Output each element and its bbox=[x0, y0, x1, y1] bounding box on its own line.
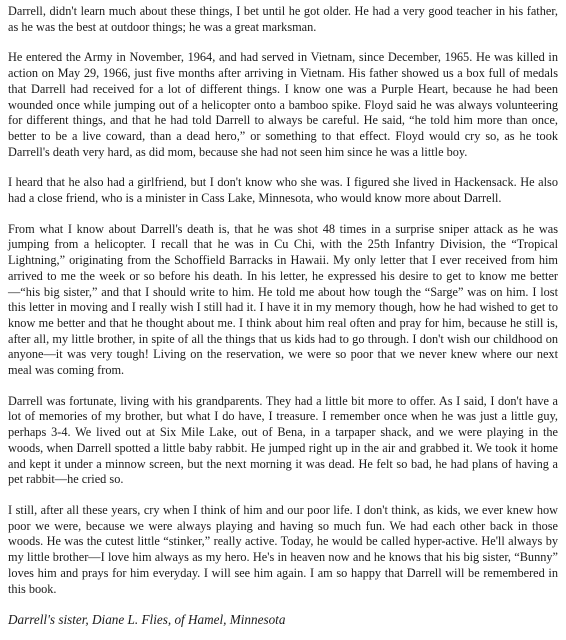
paragraph-2: He entered the Army in November, 1964, and had served in Vietnam, since December, 1965. He was killed in action on May 29, 1966, just five months after arriving in Vietnam. His father showed us a box full of medals that Darrell had received for a lot of different things. I know one was a Purple Heart, because he had been wounded once while jumping out of a helicopter onto a bamboo spike. Floyd said he was always volunteering for different things, and that he had told Darrell to always be careful. He said, “he told him more than once, better to be a live coward, than a dead hero,” or something to that effect. Floyd would cry so, as he took Darrell's death very hard, as did mom, because she had not seen him since he was a little boy. bbox=[8, 50, 558, 159]
paragraph-1: Darrell, didn't learn much about these things, I bet until he got older. He had a very good teacher in his father, as he was the best at outdoor things; he was a great marksman. bbox=[8, 4, 558, 34]
paragraph-5: Darrell was fortunate, living with his grandparents. They had a little bit more to offer. As I said, I don't have a lot of memories of my brother, but what I do have, I treasure. I remember once when he was just a little guy, perhaps 3-4. We lived out at Six Mile Lake, out of Bena, in a tarpaper shack, and we were playing in the woods, when Darrell spotted a little baby rabbit. He jumped right up in the air and grabbed it. We took it home and kept it under a minnow screen, but the next morning it was dead. He felt so bad, he had plans of having a pet rabbit—he cried so. bbox=[8, 393, 558, 487]
paragraph-4: From what I know about Darrell's death is, that he was shot 48 times in a surprise sniper attack as he was jumping from a helicopter. I recall that he was in Cu Chi, with the 25th Infantry Division, the “Tropical Lightning,” originating from the Schoffield Barracks in Hawaii. My only letter that I ever received from him arrived to me the week or so before his death. In his letter, he expressed his desire to get to know me better—“his big sister,” and that I should write to him. He told me about how tough the “Sarge” was on him. I lost this letter in moving and I really wish I still had it. I have it in my memory though, how he had wished to get to know me better and that he thought about me. I think about him real often and pray for him, because he still is, after all, my little brother, in spite of all the things that us kids had to go through. I don't wish our childhood on anyone—it was very tough! Living on the reservation, we were so poor that we never knew where our next meal was coming from. bbox=[8, 221, 558, 378]
paragraph-3: I heard that he also had a girlfriend, but I don't know who she was. I figured she lived in Hackensack. He also had a close friend, who is a minister in Cass Lake, Minnesota, who would know more about Darrell. bbox=[8, 175, 558, 206]
paragraph-6: I still, after all these years, cry when I think of him and our poor life. I don't think, as kids, we ever knew how poor we were, because we were always playing and having so much fun. We had each other back in those woods. He was the cutest little “stinker,” really active. Today, he would be called hyper-active. He'll always by my little brother—I love him always as my hero. He's in heaven now and he knows that his big sister, “Bunny” loves him and prays for him everyday. I will see him again. I am so happy that Darrell will be remembered in this book. bbox=[8, 502, 558, 596]
signature-line: Darrell's sister, Diane L. Flies, of Hamel, Minnesota bbox=[8, 612, 286, 628]
